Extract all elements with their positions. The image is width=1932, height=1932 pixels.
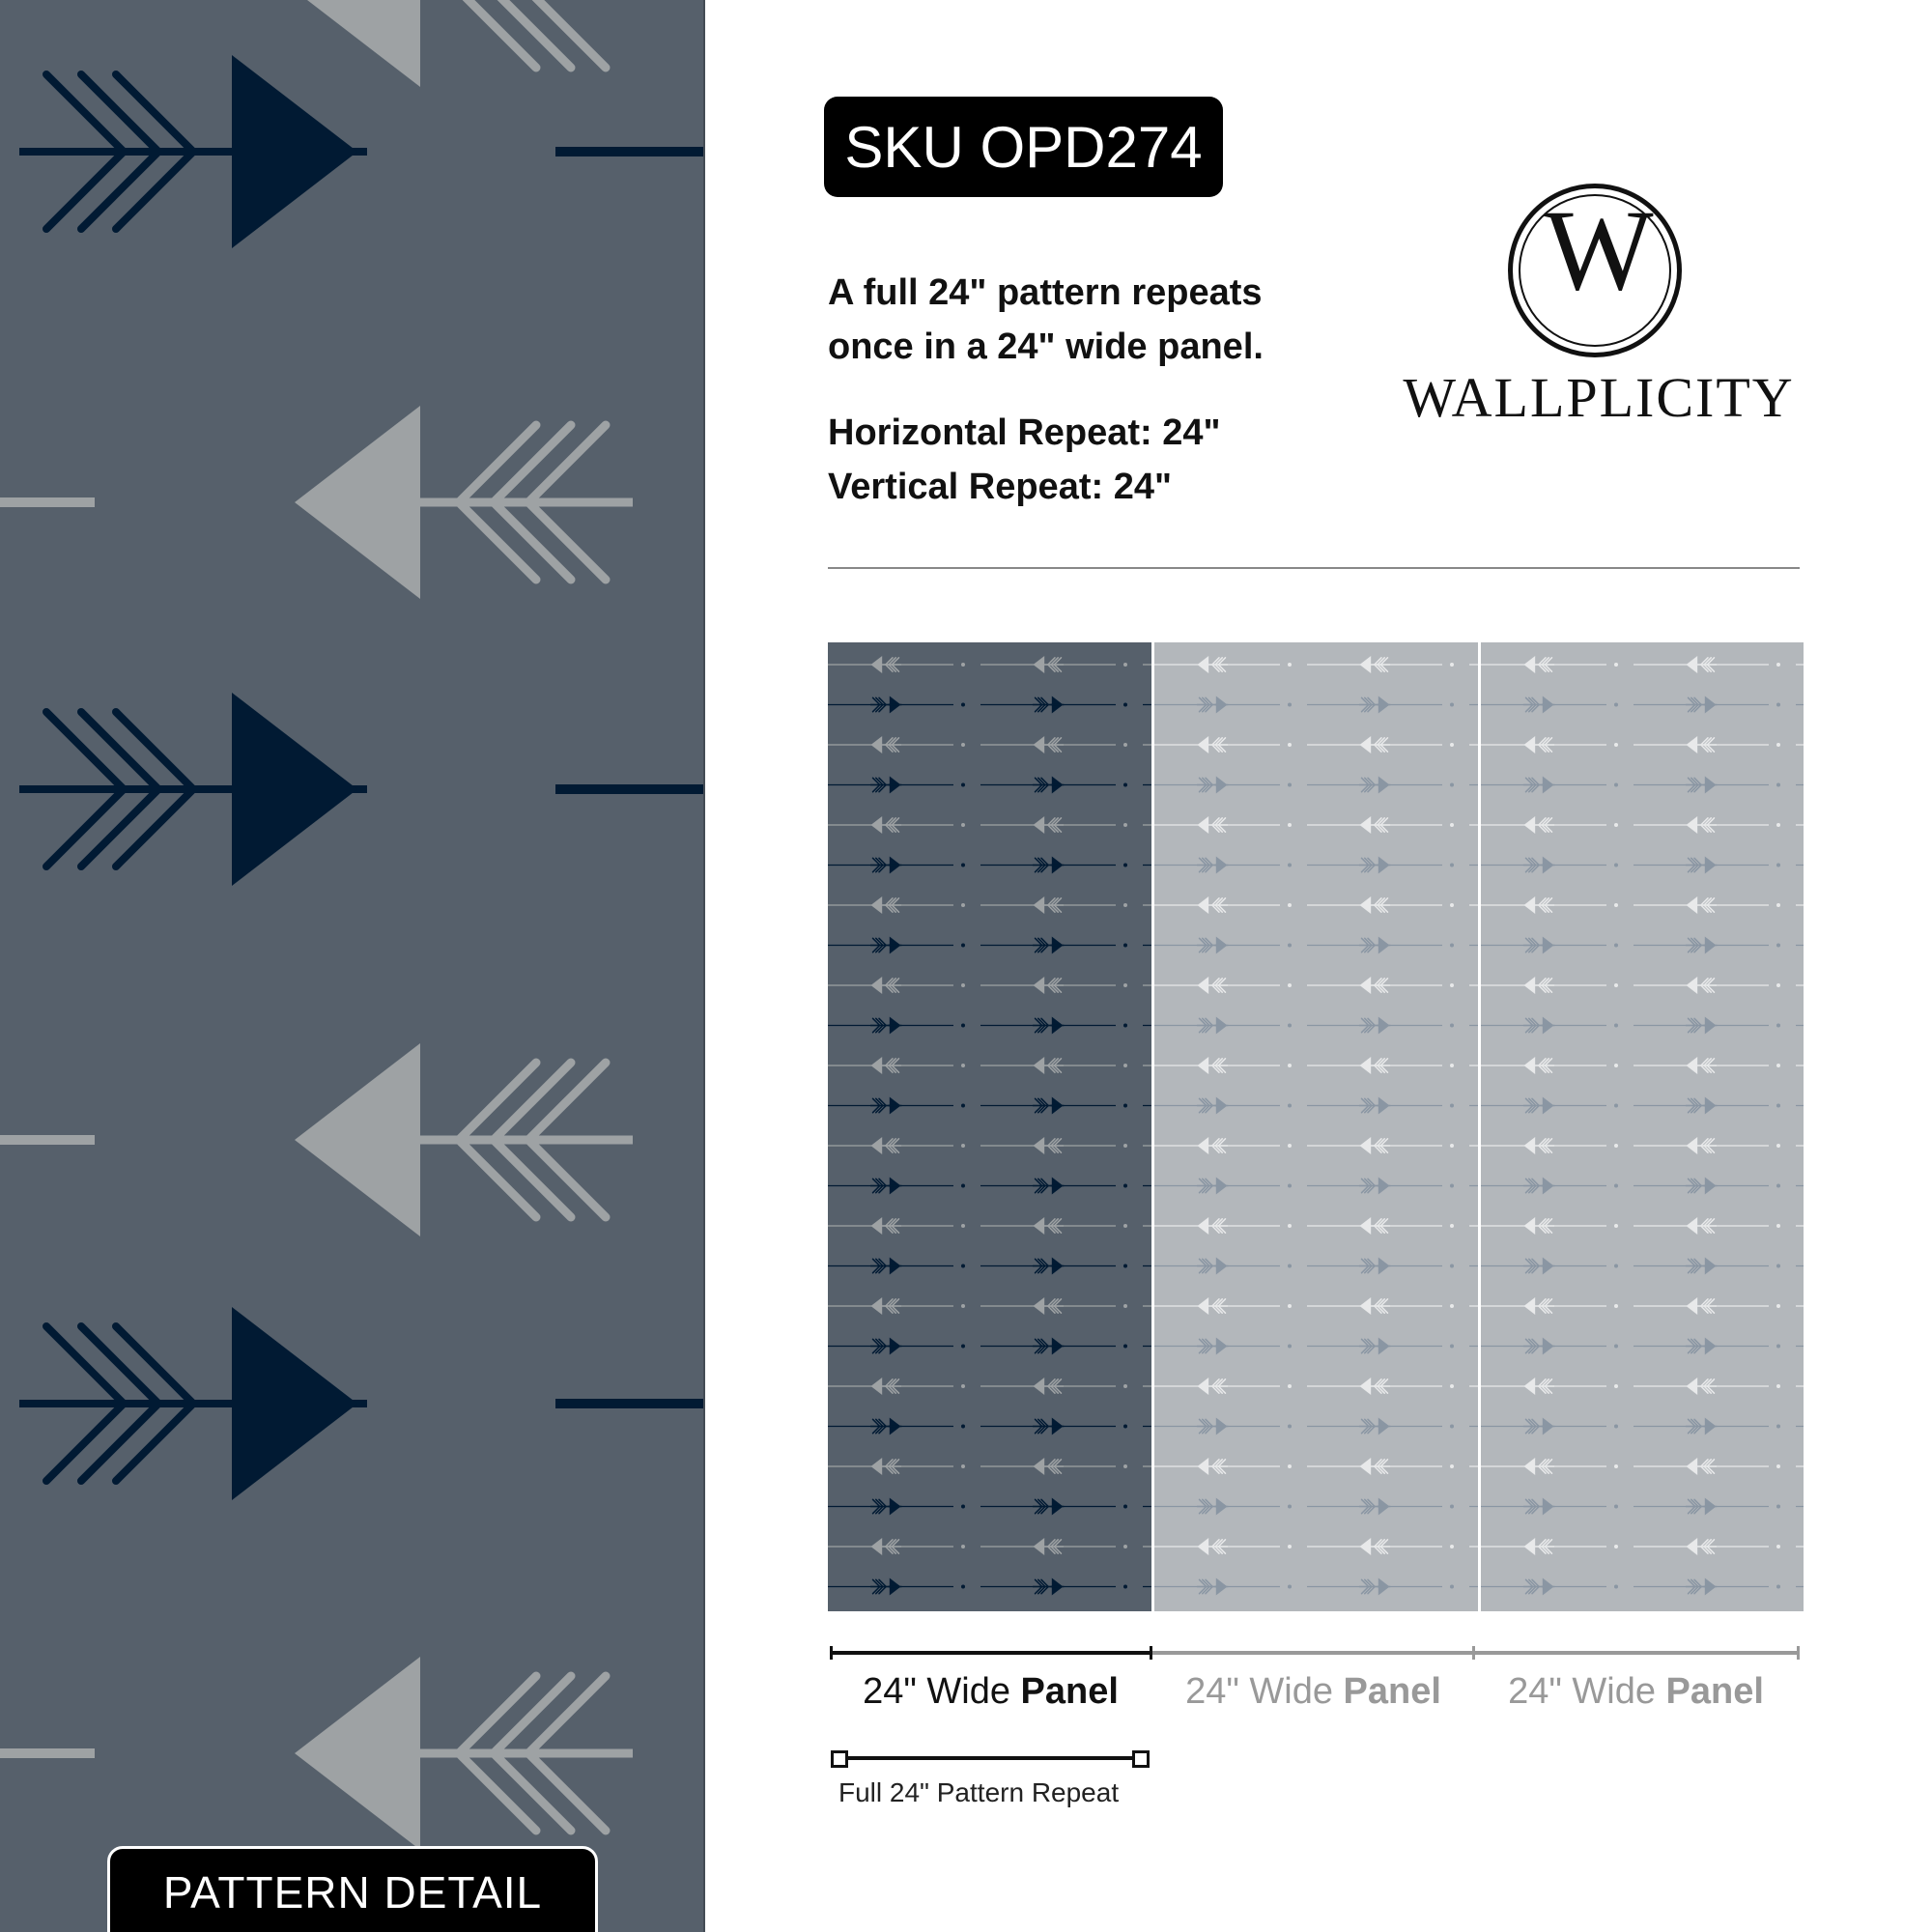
arrow-shape bbox=[528, 1753, 606, 1831]
repeat-info bbox=[828, 406, 1221, 514]
arrow-shape bbox=[1776, 1505, 1780, 1509]
arrow-shape bbox=[1614, 1144, 1618, 1148]
arrow-shape bbox=[1123, 1585, 1127, 1589]
arrow-shape bbox=[1776, 1144, 1780, 1148]
arrow-shape bbox=[1776, 903, 1780, 907]
arrow-shape bbox=[961, 743, 965, 747]
arrow-shape bbox=[1450, 1585, 1454, 1589]
arrow-shape bbox=[1288, 823, 1292, 827]
arrow-shape bbox=[1288, 1144, 1292, 1148]
arrow-shape bbox=[1123, 703, 1127, 707]
arrow-shape bbox=[1614, 783, 1618, 787]
arrow-shape bbox=[494, 1676, 571, 1753]
arrow-shape bbox=[1123, 743, 1127, 747]
arrow-pattern-icon bbox=[828, 642, 1151, 1611]
horizontal-repeat: Horizontal Repeat: 24" bbox=[828, 412, 1221, 453]
arrow-shape bbox=[46, 152, 124, 229]
arrow-shape bbox=[81, 712, 158, 789]
arrow-shape bbox=[1123, 1024, 1127, 1028]
arrow-shape bbox=[1288, 983, 1292, 987]
arrow-shape bbox=[961, 1505, 965, 1509]
arrow-shape bbox=[1123, 1304, 1127, 1308]
panel-3-ruler bbox=[1475, 1646, 1800, 1660]
arrow-shape bbox=[1123, 1184, 1127, 1188]
arrow-shape bbox=[1614, 1104, 1618, 1108]
arrow-shape bbox=[1123, 1064, 1127, 1067]
arrow-shape bbox=[1123, 1144, 1127, 1148]
arrow-shape bbox=[1450, 663, 1454, 667]
arrow-shape bbox=[1614, 743, 1618, 747]
arrow-shape bbox=[1288, 864, 1292, 867]
arrow-shape bbox=[1614, 1304, 1618, 1308]
arrow-shape bbox=[81, 1326, 158, 1404]
arrow-shape bbox=[528, 502, 606, 580]
arrow-shape bbox=[1288, 703, 1292, 707]
arrow-shape bbox=[1776, 1425, 1780, 1429]
arrow-shape bbox=[1614, 1545, 1618, 1548]
arrow-shape bbox=[961, 663, 965, 667]
arrow-shape bbox=[961, 783, 965, 787]
arrow-shape bbox=[494, 1753, 571, 1831]
arrow-shape bbox=[459, 1676, 536, 1753]
arrow-shape bbox=[459, 1063, 536, 1140]
arrow-shape bbox=[295, 1043, 420, 1236]
arrow-shape bbox=[1776, 1104, 1780, 1108]
panel-1 bbox=[828, 642, 1151, 1611]
arrow-pattern-icon bbox=[1481, 642, 1804, 1611]
arrow-shape bbox=[46, 789, 124, 867]
arrow-shape bbox=[1614, 1505, 1618, 1509]
arrow-shape bbox=[1450, 983, 1454, 987]
arrow-shape bbox=[1288, 903, 1292, 907]
arrow-shape bbox=[961, 1464, 965, 1468]
arrow-shape bbox=[81, 789, 158, 867]
arrow-shape bbox=[528, 1676, 606, 1753]
arrow-shape bbox=[1288, 1505, 1292, 1509]
sku-badge: SKU OPD274 bbox=[824, 97, 1223, 197]
panel-preview bbox=[828, 642, 1804, 1611]
arrow-shape bbox=[1450, 1384, 1454, 1388]
arrow-shape bbox=[116, 712, 193, 789]
arrow-shape bbox=[1123, 944, 1127, 948]
arrow-shape bbox=[1614, 1264, 1618, 1268]
arrow-shape bbox=[1614, 864, 1618, 867]
arrow-shape bbox=[1123, 783, 1127, 787]
arrow-shape bbox=[1614, 663, 1618, 667]
arrow-shape bbox=[961, 903, 965, 907]
arrow-shape bbox=[494, 502, 571, 580]
arrow-pattern-icon bbox=[0, 0, 703, 1932]
arrow-shape bbox=[46, 1404, 124, 1481]
arrow-shape bbox=[459, 1140, 536, 1217]
arrow-shape bbox=[1776, 1345, 1780, 1349]
pattern-description bbox=[828, 266, 1264, 374]
arrow-shape bbox=[961, 983, 965, 987]
arrow-shape bbox=[1288, 1024, 1292, 1028]
arrow-shape bbox=[961, 1304, 965, 1308]
arrow-shape bbox=[494, 1063, 571, 1140]
arrow-shape bbox=[46, 1326, 124, 1404]
arrow-shape bbox=[46, 74, 124, 152]
arrow-shape bbox=[1450, 783, 1454, 787]
arrow-shape bbox=[494, 425, 571, 502]
arrow-shape bbox=[1776, 1064, 1780, 1067]
arrow-shape bbox=[961, 1345, 965, 1349]
arrow-shape bbox=[1450, 1024, 1454, 1028]
arrow-shape bbox=[1288, 1104, 1292, 1108]
arrow-shape bbox=[961, 1425, 965, 1429]
description-line-2: once in a 24" wide panel. bbox=[828, 327, 1264, 367]
arrow-shape bbox=[1450, 944, 1454, 948]
arrow-shape bbox=[1450, 1505, 1454, 1509]
arrow-shape bbox=[1288, 1585, 1292, 1589]
arrow-shape bbox=[961, 1184, 965, 1188]
panel-3-label: 24" Wide Panel bbox=[1508, 1671, 1764, 1712]
arrow-shape bbox=[1776, 1464, 1780, 1468]
arrow-shape bbox=[528, 425, 606, 502]
arrow-shape bbox=[1776, 663, 1780, 667]
arrow-shape bbox=[1450, 1104, 1454, 1108]
arrow-shape bbox=[1288, 1184, 1292, 1188]
arrow-shape bbox=[1288, 1304, 1292, 1308]
arrow-shape bbox=[1776, 703, 1780, 707]
arrow-shape bbox=[1123, 1464, 1127, 1468]
arrow-shape bbox=[1123, 1224, 1127, 1228]
arrow-shape bbox=[295, 1657, 420, 1850]
arrow-shape bbox=[295, 406, 420, 599]
arrow-shape bbox=[232, 693, 357, 886]
arrow-shape bbox=[459, 502, 536, 580]
arrow-shape bbox=[1450, 1425, 1454, 1429]
arrow-shape bbox=[1614, 1585, 1618, 1589]
arrow-shape bbox=[1776, 1585, 1780, 1589]
arrow-shape bbox=[961, 1104, 965, 1108]
arrow-shape bbox=[961, 1144, 965, 1148]
arrow-shape bbox=[1450, 823, 1454, 827]
arrow-shape bbox=[1614, 1384, 1618, 1388]
arrow-shape bbox=[116, 74, 193, 152]
arrow-shape bbox=[116, 1404, 193, 1481]
arrow-shape bbox=[1288, 1425, 1292, 1429]
pattern-detail-image bbox=[0, 0, 705, 1932]
arrow-shape bbox=[961, 864, 965, 867]
arrow-shape bbox=[1450, 1064, 1454, 1067]
arrow-shape bbox=[961, 1384, 965, 1388]
arrow-shape bbox=[459, 425, 536, 502]
arrow-shape bbox=[1450, 1464, 1454, 1468]
arrow-shape bbox=[1288, 1384, 1292, 1388]
arrow-shape bbox=[1288, 743, 1292, 747]
arrow-shape bbox=[1776, 983, 1780, 987]
arrow-shape bbox=[1123, 1425, 1127, 1429]
arrow-shape bbox=[1776, 1224, 1780, 1228]
arrow-shape bbox=[232, 55, 357, 248]
arrow-shape bbox=[1776, 1024, 1780, 1028]
arrow-shape bbox=[1450, 703, 1454, 707]
arrow-shape bbox=[1614, 1024, 1618, 1028]
arrow-shape bbox=[528, 1063, 606, 1140]
arrow-shape bbox=[961, 1264, 965, 1268]
arrow-shape bbox=[1450, 903, 1454, 907]
arrow-shape bbox=[1450, 1224, 1454, 1228]
arrow-shape bbox=[1776, 1264, 1780, 1268]
arrow-shape bbox=[1288, 944, 1292, 948]
arrow-shape bbox=[1614, 983, 1618, 987]
arrow-shape bbox=[1288, 1064, 1292, 1067]
arrow-shape bbox=[1614, 1064, 1618, 1067]
arrow-shape bbox=[1614, 1464, 1618, 1468]
arrow-shape bbox=[1450, 1144, 1454, 1148]
arrow-shape bbox=[295, 0, 420, 87]
arrow-shape bbox=[961, 1064, 965, 1067]
arrow-shape bbox=[1776, 944, 1780, 948]
arrow-shape bbox=[116, 152, 193, 229]
arrow-shape bbox=[1450, 1184, 1454, 1188]
arrow-shape bbox=[81, 152, 158, 229]
panel-3 bbox=[1481, 642, 1804, 1611]
arrow-shape bbox=[1614, 1345, 1618, 1349]
arrow-shape bbox=[1123, 983, 1127, 987]
arrow-shape bbox=[1614, 903, 1618, 907]
pattern-detail-label: PATTERN DETAIL bbox=[107, 1846, 598, 1932]
arrow-shape bbox=[494, 1140, 571, 1217]
arrow-shape bbox=[1450, 1304, 1454, 1308]
arrow-shape bbox=[1123, 1264, 1127, 1268]
panel-2-label: 24" Wide Panel bbox=[1185, 1671, 1441, 1712]
arrow-shape bbox=[46, 712, 124, 789]
arrow-shape bbox=[1450, 864, 1454, 867]
logo-letter: W bbox=[1544, 185, 1654, 314]
arrow-shape bbox=[1776, 1184, 1780, 1188]
divider bbox=[828, 567, 1800, 569]
arrow-shape bbox=[1614, 944, 1618, 948]
arrow-shape bbox=[116, 1326, 193, 1404]
arrow-shape bbox=[961, 1024, 965, 1028]
arrow-shape bbox=[1288, 1224, 1292, 1228]
arrow-shape bbox=[1776, 783, 1780, 787]
arrow-shape bbox=[1123, 1505, 1127, 1509]
arrow-shape bbox=[1288, 783, 1292, 787]
arrow-shape bbox=[1123, 1104, 1127, 1108]
arrow-shape bbox=[232, 1307, 357, 1500]
arrow-shape bbox=[1288, 1264, 1292, 1268]
arrow-shape bbox=[1450, 1345, 1454, 1349]
logo-wordmark: WALLPLICITY bbox=[1403, 366, 1795, 429]
arrow-shape bbox=[961, 703, 965, 707]
arrow-shape bbox=[459, 0, 536, 68]
panel-1-ruler bbox=[830, 1646, 1152, 1660]
arrow-shape bbox=[961, 944, 965, 948]
arrow-shape bbox=[1123, 1384, 1127, 1388]
arrow-shape bbox=[1614, 703, 1618, 707]
vertical-repeat: Vertical Repeat: 24" bbox=[828, 467, 1172, 507]
arrow-shape bbox=[1776, 1384, 1780, 1388]
arrow-shape bbox=[1614, 1425, 1618, 1429]
panel-2-ruler bbox=[1152, 1646, 1475, 1660]
description-line-1: A full 24" pattern repeats bbox=[828, 272, 1263, 313]
arrow-shape bbox=[961, 1224, 965, 1228]
arrow-shape bbox=[961, 823, 965, 827]
arrow-shape bbox=[528, 1140, 606, 1217]
arrow-shape bbox=[1123, 1345, 1127, 1349]
arrow-shape bbox=[1288, 1464, 1292, 1468]
arrow-shape bbox=[1123, 903, 1127, 907]
arrow-shape bbox=[1450, 1264, 1454, 1268]
arrow-shape bbox=[1776, 823, 1780, 827]
pattern-repeat-label: Full 24" Pattern Repeat bbox=[838, 1777, 1120, 1807]
arrow-shape bbox=[81, 74, 158, 152]
wallplicity-logo-icon bbox=[1381, 174, 1816, 444]
arrow-shape bbox=[1123, 1545, 1127, 1548]
arrow-shape bbox=[1288, 663, 1292, 667]
panel-1-label: 24" Wide Panel bbox=[863, 1671, 1119, 1712]
arrow-shape bbox=[1450, 743, 1454, 747]
arrow-shape bbox=[1776, 1304, 1780, 1308]
arrow-pattern-icon bbox=[1154, 642, 1478, 1611]
arrow-shape bbox=[1123, 823, 1127, 827]
arrow-shape bbox=[1614, 823, 1618, 827]
arrow-shape bbox=[1776, 1545, 1780, 1548]
arrow-shape bbox=[1288, 1545, 1292, 1548]
arrow-shape bbox=[1776, 864, 1780, 867]
arrow-shape bbox=[1288, 1345, 1292, 1349]
arrow-shape bbox=[116, 789, 193, 867]
arrow-shape bbox=[961, 1585, 965, 1589]
pattern-repeat-ruler bbox=[831, 1750, 1150, 1766]
arrow-shape bbox=[1776, 743, 1780, 747]
arrow-shape bbox=[1614, 1224, 1618, 1228]
arrow-shape bbox=[1450, 1545, 1454, 1548]
arrow-shape bbox=[1123, 864, 1127, 867]
arrow-shape bbox=[1123, 663, 1127, 667]
panel-2 bbox=[1154, 642, 1478, 1611]
arrow-shape bbox=[459, 1753, 536, 1831]
arrow-shape bbox=[961, 1545, 965, 1548]
arrow-shape bbox=[81, 1404, 158, 1481]
arrow-shape bbox=[1614, 1184, 1618, 1188]
